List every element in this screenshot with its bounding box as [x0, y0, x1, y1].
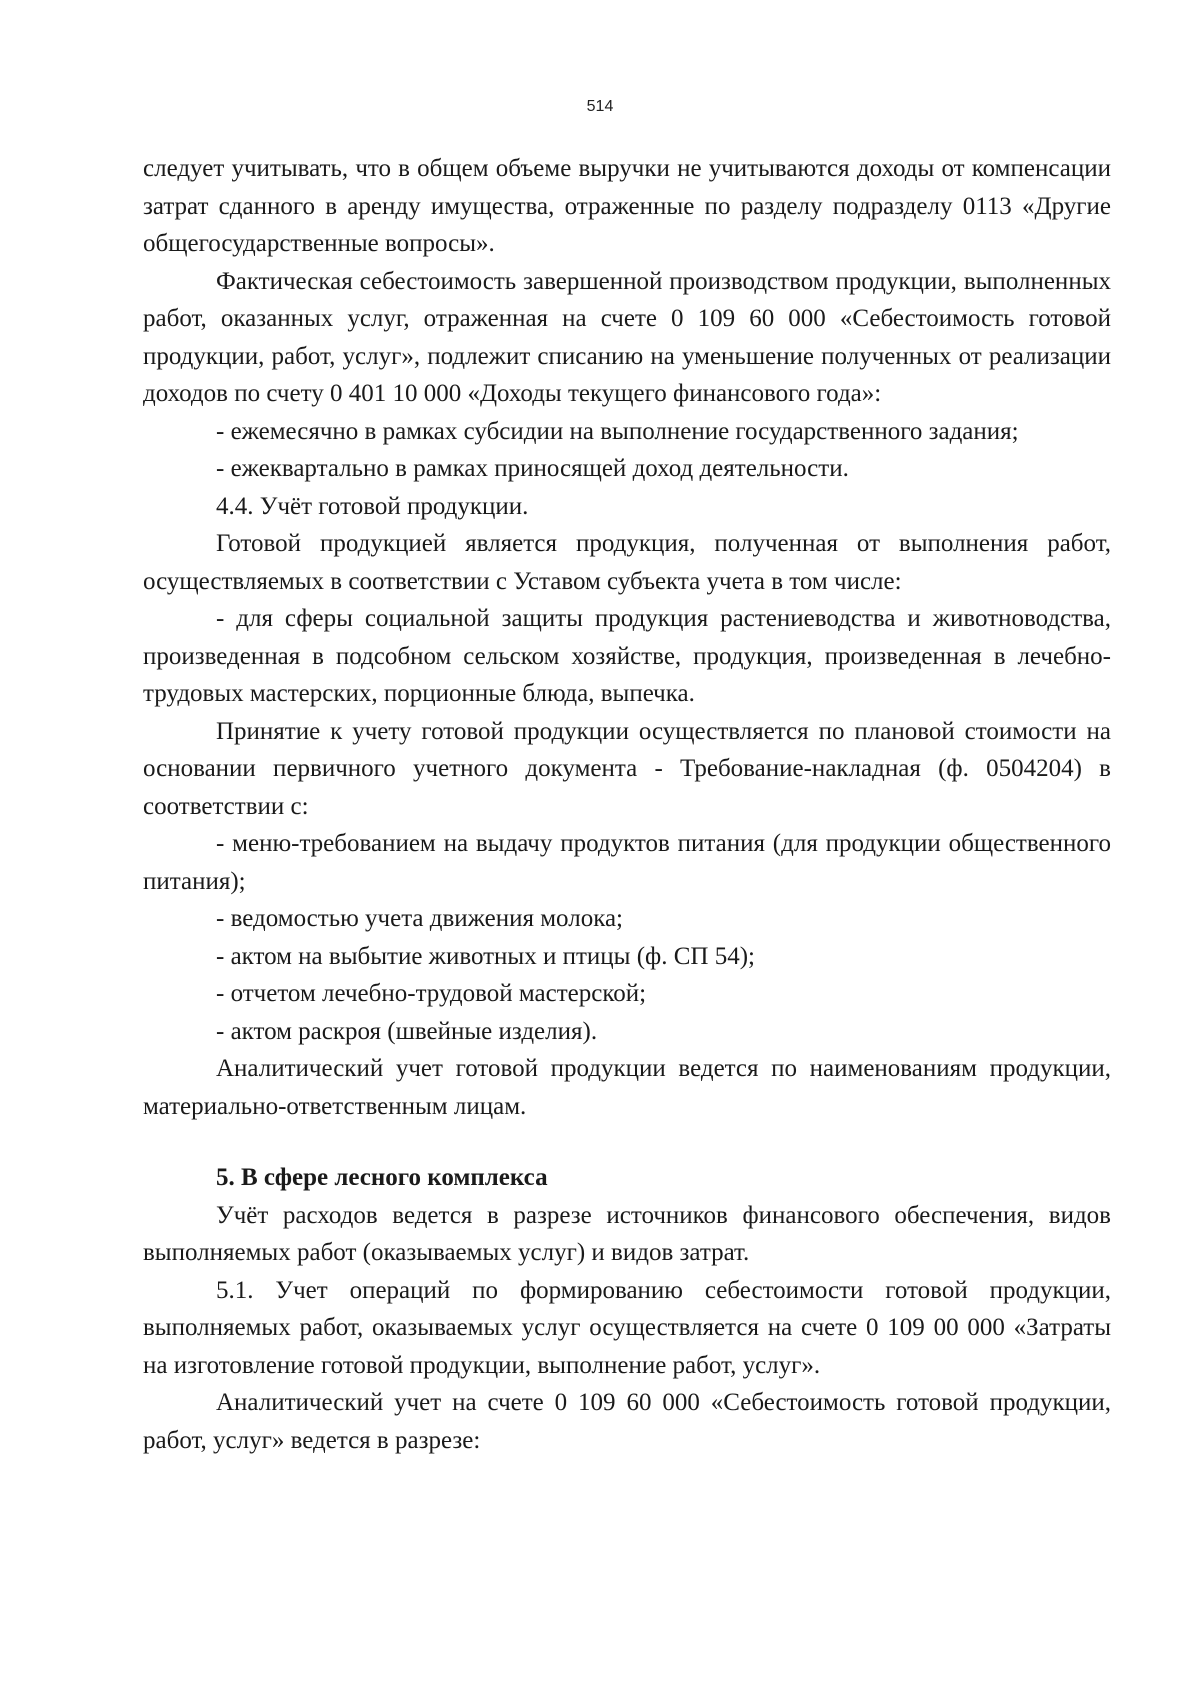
list-item: - ежемесячно в рамках субсидии на выполнение государственного задания;	[216, 417, 1019, 445]
subsection-title: 4.4. Учёт готовой продукции.	[216, 492, 529, 520]
paragraph: Готовой продукцией является продукция, полученная от выполнения работ, осуществляемых в соответствии с Уставом субъекта учета в том числе:	[143, 530, 1111, 595]
list-item: - отчетом лечебно-трудовой мастерской;	[216, 980, 647, 1007]
paragraph: Учёт расходов ведется в разрезе источников финансового обеспечения, видов выполняемых работ (оказываемых услуг) и видов затрат.	[143, 1201, 1111, 1266]
list-item: - актом на выбытие животных и птицы (ф. СП 54);	[216, 942, 755, 970]
paragraph: Фактическая себестоимость завершенной производством продукции, выполненных работ, оказанных услуг, отраженная на счете 0 109 60 000 «Себестоимость готовой продукции, работ, услуг», подлежит списанию на уменьшение полученных от реализации доходов по счету 0 401 10 000 «Доходы текущего финансового года»:	[143, 267, 1111, 407]
section-spacer	[143, 1125, 1111, 1159]
page-number: 514	[586, 98, 614, 115]
document-body	[143, 150, 1111, 1459]
paragraph: Аналитический учет на счете 0 109 60 000 «Себестоимость готовой продукции, работ, услуг» ведется в разрезе:	[143, 1389, 1111, 1454]
paragraph: Принятие к учету готовой продукции осуществляется по плановой стоимости на основании первичного учетного документа - Требование-накладная (ф. 0504204) в соответствии с:	[143, 717, 1111, 820]
list-item: - ежеквартально в рамках приносящей доход деятельности.	[216, 455, 849, 482]
paragraph: 5.1. Учет операций по формированию себестоимости готовой продукции, выполняемых работ, оказываемых услуг осуществляется на счете 0 109 00 000 «Затраты на изготовление готовой продукции, выполнение работ, услуг».	[143, 1276, 1111, 1379]
section-heading: 5. В сфере лесного комплекса	[216, 1164, 548, 1191]
list-item: - меню-требованием на выдачу продуктов питания (для продукции общественного питания);	[143, 830, 1111, 895]
list-item: - для сферы социальной защиты продукция растениеводства и животноводства, произведенная в подсобном сельском хозяйстве, продукция, произведенная в лечебно-трудовых мастерских, порционные блюда, выпечка.	[143, 605, 1111, 707]
paragraph: Аналитический учет готовой продукции ведется по наименованиям продукции, материально-ответственным лицам.	[143, 1055, 1111, 1120]
list-item: - актом раскроя (швейные изделия).	[216, 1017, 598, 1045]
paragraph: следует учитывать, что в общем объеме выручки не учитываются доходы от компенсации затрат сданного в аренду имущества, отраженные по разделу подразделу 0113 «Другие общегосударственные вопросы».	[143, 155, 1111, 257]
list-item: - ведомостью учета движения молока;	[216, 905, 624, 932]
